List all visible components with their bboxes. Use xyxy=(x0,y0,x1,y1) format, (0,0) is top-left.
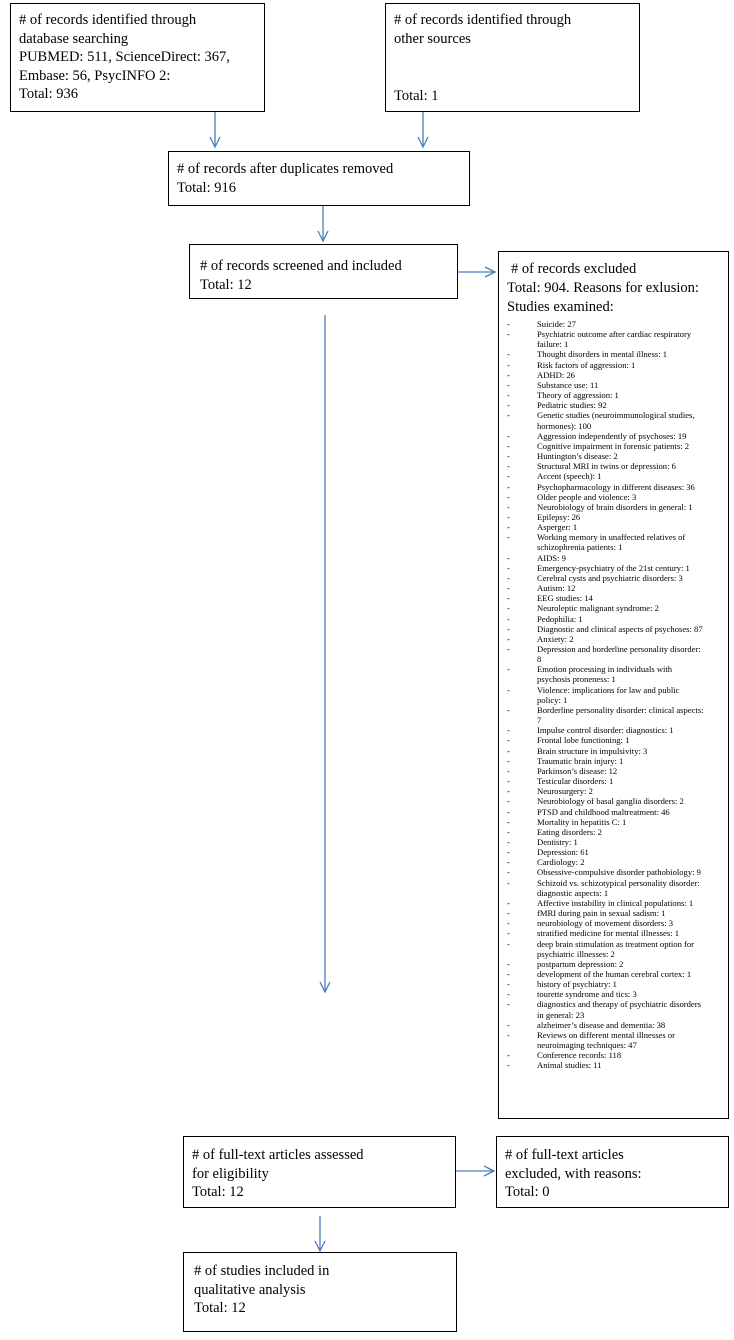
fulltext-excluded-total: Total: 0 xyxy=(505,1184,550,1200)
studies-included-box xyxy=(183,1252,457,1332)
list-dash: - xyxy=(507,349,510,360)
exclusion-reason-text: 8 xyxy=(537,654,542,665)
exclusion-reason-item xyxy=(507,857,728,867)
list-dash: - xyxy=(507,765,510,776)
exclusion-reason-item xyxy=(507,796,728,806)
exclusion-reason-text: Substance use: 11 xyxy=(537,379,599,390)
exclusion-reason-item xyxy=(507,360,728,370)
identified-database-line: PUBMED: 511, ScienceDirect: 367, xyxy=(19,49,230,65)
fulltext-assessed-total: Total: 12 xyxy=(192,1184,244,1200)
exclusion-reason-text: Pedophilia: 1 xyxy=(537,613,583,624)
list-dash: - xyxy=(507,461,510,472)
list-dash: - xyxy=(507,704,510,715)
list-dash: - xyxy=(507,319,510,329)
list-dash: - xyxy=(507,857,510,868)
fulltext-excluded-box xyxy=(496,1136,729,1208)
list-dash: - xyxy=(507,400,510,411)
exclusion-reason-text: Accent (speech): 1 xyxy=(537,471,602,482)
identified-other-box xyxy=(385,3,640,112)
exclusion-reason-item xyxy=(507,989,728,999)
exclusion-reason-text: Testicular disorders: 1 xyxy=(537,776,614,787)
exclusion-reason-text: EEG studies: 14 xyxy=(537,593,593,604)
exclusion-reason-text: Asperger: 1 xyxy=(537,522,578,533)
exclusion-reason-item xyxy=(507,563,728,573)
exclusion-reason-item xyxy=(507,370,728,380)
exclusion-reason-text: Psychiatric outcome after cardiac respiratory xyxy=(537,329,692,340)
studies-included-total: Total: 12 xyxy=(194,1300,246,1316)
records-excluded-subtitle: Total: 904. Reasons for exlusion: xyxy=(507,280,699,296)
list-dash: - xyxy=(507,511,510,522)
list-dash: - xyxy=(507,938,510,949)
exclusion-reason-text: Anxiety: 2 xyxy=(537,633,574,644)
identified-database-line: # of records identified through xyxy=(19,12,197,28)
exclusion-reason-text: stratified medicine for mental illnesses: 1 xyxy=(537,928,679,939)
exclusion-reason-item xyxy=(507,999,728,1019)
exclusion-reason-item xyxy=(507,400,728,410)
exclusion-reason-text: Emotion processing in individuals with xyxy=(537,664,673,675)
exclusion-reason-text: Aggression independently of psychoses: 19 xyxy=(537,430,687,441)
screened-box xyxy=(189,244,458,299)
list-dash: - xyxy=(507,481,510,492)
exclusion-reason-item xyxy=(507,867,728,877)
fulltext-excluded-line: # of full-text articles xyxy=(505,1147,624,1163)
exclusion-reason-text: Older people and violence: 3 xyxy=(537,491,637,502)
identified-database-box xyxy=(10,3,265,112)
list-dash: - xyxy=(507,379,510,390)
exclusion-reason-text: Depression and borderline personality disorder: xyxy=(537,644,701,654)
exclusion-reason-text: Huntington’s disease: 2 xyxy=(537,451,618,462)
exclusion-reason-item xyxy=(507,532,728,552)
list-dash: - xyxy=(507,755,510,766)
exclusion-reason-text: hormones): 100 xyxy=(537,420,592,431)
exclusion-reason-item xyxy=(507,1060,728,1070)
exclusion-reason-text: Neurobiology of brain disorders in general: 1 xyxy=(537,501,693,512)
exclusion-reason-text: failure: 1 xyxy=(537,339,569,350)
list-dash: - xyxy=(507,664,510,675)
exclusion-reason-item xyxy=(507,807,728,817)
exclusion-reason-text: tourette syndrome and tics: 3 xyxy=(537,989,637,1000)
list-dash: - xyxy=(507,593,510,604)
exclusion-reason-item xyxy=(507,349,728,359)
exclusion-reason-item xyxy=(507,878,728,898)
list-dash: - xyxy=(507,623,510,634)
exclusion-reason-text: postpartum depression: 2 xyxy=(537,958,624,969)
exclusion-reason-item xyxy=(507,1030,728,1050)
list-dash: - xyxy=(507,684,510,695)
exclusion-reason-text: Neurobiology of basal ganglia disorders: 2 xyxy=(537,796,684,807)
identified-other-line: other sources xyxy=(394,30,471,47)
list-dash: - xyxy=(507,826,510,837)
exclusion-reason-text: Neuroleptic malignant syndrome: 2 xyxy=(537,603,659,614)
screened-total: Total: 12 xyxy=(200,276,252,293)
exclusion-reason-item xyxy=(507,390,728,400)
identified-database-line: database searching xyxy=(19,30,129,47)
list-dash: - xyxy=(507,552,510,563)
list-dash: - xyxy=(507,329,510,340)
list-dash: - xyxy=(507,430,510,441)
exclusion-reason-item xyxy=(507,786,728,796)
exclusion-reason-text: Autism: 12 xyxy=(537,583,576,594)
identified-database-total: Total: 936 xyxy=(19,86,78,102)
identified-database-line: Embase: 56, PsycINFO 2: xyxy=(19,67,171,84)
list-dash: - xyxy=(507,491,510,502)
exclusion-reason-item xyxy=(507,776,728,786)
list-dash: - xyxy=(507,644,510,654)
exclusion-reason-text: Psychopharmacology in different diseases: 36 xyxy=(537,481,695,492)
studies-examined-heading: Studies examined: xyxy=(507,299,614,315)
exclusion-reason-text: AIDS: 9 xyxy=(537,552,566,563)
exclusion-reason-text: 7 xyxy=(537,715,542,726)
list-dash: - xyxy=(507,562,510,573)
exclusion-reason-item xyxy=(507,603,728,613)
list-dash: - xyxy=(507,918,510,929)
exclusion-reason-text: psychosis proneness: 1 xyxy=(537,674,616,685)
exclusion-reason-item xyxy=(507,512,728,522)
exclusion-reason-item xyxy=(507,410,728,430)
exclusion-reason-text: diagnostic aspects: 1 xyxy=(537,887,609,898)
exclusion-reason-text: Animal studies: 11 xyxy=(537,1060,602,1071)
screened-label: # of records screened and included xyxy=(200,258,402,274)
list-dash: - xyxy=(507,532,510,543)
exclusion-reason-text: Reviews on different mental illnesses or xyxy=(537,1029,676,1040)
exclusion-reason-item xyxy=(507,431,728,441)
list-dash: - xyxy=(507,1019,510,1030)
fulltext-assessed-line: for eligibility xyxy=(192,1165,269,1182)
records-excluded-box xyxy=(498,251,729,1119)
exclusion-reason-item xyxy=(507,725,728,735)
fulltext-assessed-box xyxy=(183,1136,456,1208)
exclusion-reason-text: Violence: implications for law and public xyxy=(537,684,680,695)
exclusion-reason-text: Cardiology: 2 xyxy=(537,857,585,868)
exclusion-reason-item xyxy=(507,482,728,492)
list-dash: - xyxy=(507,1060,510,1071)
exclusion-reason-item xyxy=(507,492,728,502)
exclusion-reason-text: diagnostics and therapy of psychiatric disorders xyxy=(537,999,701,1010)
exclusion-reason-item xyxy=(507,817,728,827)
exclusion-reason-text: Eating disorders: 2 xyxy=(537,826,602,837)
studies-included-line: # of studies included in xyxy=(194,1263,330,1279)
list-dash: - xyxy=(507,725,510,736)
list-dash: - xyxy=(507,369,510,380)
exclusion-reason-text: Dentistry: 1 xyxy=(537,836,578,847)
list-dash: - xyxy=(507,958,510,969)
list-dash: - xyxy=(507,613,510,624)
list-dash: - xyxy=(507,471,510,482)
exclusion-reason-text: Borderline personality disorder: clinical aspects: xyxy=(537,704,704,715)
list-dash: - xyxy=(507,989,510,1000)
exclusion-reason-text: neurobiology of movement disorders: 3 xyxy=(537,918,674,929)
exclusion-reason-item xyxy=(507,593,728,603)
exclusion-reason-item xyxy=(507,461,728,471)
exclusion-reason-text: Conference records: 118 xyxy=(537,1050,622,1061)
list-dash: - xyxy=(507,999,510,1010)
exclusion-reason-item xyxy=(507,979,728,989)
exclusion-reason-item xyxy=(507,756,728,766)
list-dash: - xyxy=(507,806,510,817)
exclusion-reason-text: alzheimer’s disease and dementia: 38 xyxy=(537,1019,666,1030)
exclusion-reason-item xyxy=(507,837,728,847)
exclusion-reason-item xyxy=(507,898,728,908)
exclusion-reason-text: Structural MRI in twins or depression: 6 xyxy=(537,461,676,472)
exclusion-reason-text: Traumatic brain injury: 1 xyxy=(537,755,624,766)
exclusion-reason-text: history of psychiatry: 1 xyxy=(537,979,617,990)
exclusion-reason-text: Epilepsy: 26 xyxy=(537,511,581,522)
list-dash: - xyxy=(507,359,510,370)
list-dash: - xyxy=(507,847,510,858)
exclusion-reason-item xyxy=(507,614,728,624)
exclusion-reason-text: Frontal lobe functioning: 1 xyxy=(537,735,630,746)
exclusion-reason-item xyxy=(507,329,728,349)
exclusion-reason-item xyxy=(507,908,728,918)
records-excluded-title: # of records excluded xyxy=(511,261,637,277)
list-dash: - xyxy=(507,410,510,421)
exclusion-reason-text: Suicide: 27 xyxy=(537,319,576,329)
list-dash: - xyxy=(507,501,510,512)
exclusion-reason-text: Pediatric studies: 92 xyxy=(537,400,607,411)
list-dash: - xyxy=(507,928,510,939)
list-dash: - xyxy=(507,969,510,979)
exclusion-reason-text: development of the human cerebral cortex: 1 xyxy=(537,969,692,979)
exclusion-reason-text: Risk factors of aggression: 1 xyxy=(537,359,636,370)
exclusion-reason-item xyxy=(507,827,728,837)
exclusion-reason-text: Impulse control disorder: diagnostics: 1 xyxy=(537,725,674,736)
exclusion-reason-text: in general: 23 xyxy=(537,1009,585,1020)
studies-included-line: qualitative analysis xyxy=(194,1281,306,1298)
exclusion-reason-item xyxy=(507,685,728,705)
list-dash: - xyxy=(507,440,510,451)
exclusion-reason-item xyxy=(507,1050,728,1060)
exclusion-reason-item xyxy=(507,471,728,481)
exclusion-reasons-list xyxy=(507,319,728,1071)
exclusion-reason-text: Brain structure in impulsivity: 3 xyxy=(537,745,648,756)
exclusion-reason-item xyxy=(507,644,728,664)
exclusion-reason-item xyxy=(507,502,728,512)
exclusion-reason-item xyxy=(507,1020,728,1030)
list-dash: - xyxy=(507,522,510,533)
exclusion-reason-item xyxy=(507,959,728,969)
list-dash: - xyxy=(507,583,510,594)
exclusion-reason-text: Emergency-psychiatry of the 21st century: 1 xyxy=(537,562,690,573)
exclusion-reason-text: Depression: 61 xyxy=(537,847,589,858)
exclusion-reason-text: Cognitive impairment in forensic patients: 2 xyxy=(537,440,690,451)
exclusion-reason-text: PTSD and childhood maltreatment: 46 xyxy=(537,806,670,817)
duplicates-removed-total: Total: 916 xyxy=(177,179,236,196)
list-dash: - xyxy=(507,877,510,888)
exclusion-reason-item xyxy=(507,746,728,756)
list-dash: - xyxy=(507,786,510,797)
list-dash: - xyxy=(507,796,510,807)
fulltext-assessed-line: # of full-text articles assessed xyxy=(192,1147,364,1163)
exclusion-reason-text: Schizoid vs. schizotypical personality disorder: xyxy=(537,877,700,888)
exclusion-reason-item xyxy=(507,441,728,451)
list-dash: - xyxy=(507,816,510,827)
exclusion-reason-text: schizophrenia patients: 1 xyxy=(537,542,623,553)
list-dash: - xyxy=(507,451,510,462)
exclusion-reason-item xyxy=(507,380,728,390)
list-dash: - xyxy=(507,1050,510,1061)
exclusion-reason-text: Cerebral cysts and psychiatric disorders: 3 xyxy=(537,572,683,583)
list-dash: - xyxy=(507,633,510,644)
exclusion-reason-item xyxy=(507,573,728,583)
exclusion-reason-text: psychiatric illnesses: 2 xyxy=(537,948,615,959)
list-dash: - xyxy=(507,390,510,401)
exclusion-reason-item xyxy=(507,319,728,329)
exclusion-reason-text: ADHD: 26 xyxy=(537,369,575,380)
list-dash: - xyxy=(507,897,510,908)
exclusion-reason-text: Neurosurgery: 2 xyxy=(537,786,593,797)
exclusion-reason-item xyxy=(507,735,728,745)
exclusion-reason-item xyxy=(507,847,728,857)
exclusion-reason-text: neuroimaging techniques: 47 xyxy=(537,1040,637,1051)
exclusion-reason-text: policy: 1 xyxy=(537,694,568,705)
list-dash: - xyxy=(507,776,510,787)
exclusion-reason-text: Thought disorders in mental illness: 1 xyxy=(537,349,668,360)
exclusion-reason-text: Affective instability in clinical populations: 1 xyxy=(537,897,694,908)
exclusion-reason-item xyxy=(507,451,728,461)
exclusion-reason-item xyxy=(507,939,728,959)
exclusion-reason-text: Theory of aggression: 1 xyxy=(537,390,619,401)
identified-other-total: Total: 1 xyxy=(394,88,439,104)
exclusion-reason-text: fMRI during pain in sexual sadism: 1 xyxy=(537,908,666,919)
list-dash: - xyxy=(507,735,510,746)
exclusion-reason-item xyxy=(507,918,728,928)
fulltext-excluded-line: excluded, with reasons: xyxy=(505,1165,642,1182)
exclusion-reason-text: Parkinson’s disease: 12 xyxy=(537,765,618,776)
exclusion-reason-item xyxy=(507,553,728,563)
exclusion-reason-item xyxy=(507,664,728,684)
list-dash: - xyxy=(507,908,510,919)
exclusion-reason-text: Diagnostic and clinical aspects of psychoses: 87 xyxy=(537,623,703,634)
duplicates-removed-label: # of records after duplicates removed xyxy=(177,161,394,177)
list-dash: - xyxy=(507,1029,510,1040)
exclusion-reason-item xyxy=(507,928,728,938)
list-dash: - xyxy=(507,572,510,583)
duplicates-removed-box xyxy=(168,151,470,206)
list-dash: - xyxy=(507,836,510,847)
list-dash: - xyxy=(507,745,510,756)
exclusion-reason-text: deep brain stimulation as treatment option for xyxy=(537,938,695,949)
list-dash: - xyxy=(507,603,510,614)
identified-other-line: # of records identified through xyxy=(394,12,572,28)
exclusion-reason-text: Working memory in unaffected relatives of xyxy=(537,532,686,543)
exclusion-reason-item xyxy=(507,634,728,644)
exclusion-reason-item xyxy=(507,624,728,634)
exclusion-reason-item xyxy=(507,766,728,776)
list-dash: - xyxy=(507,867,510,878)
exclusion-reason-text: Genetic studies (neuroimmunological studies, xyxy=(537,410,695,421)
exclusion-reason-text: Mortality in hepatitis C: 1 xyxy=(537,816,627,827)
exclusion-reason-text: Obsessive-compulsive disorder pathobiology: 9 xyxy=(537,867,701,878)
exclusion-reason-item xyxy=(507,522,728,532)
exclusion-reason-item xyxy=(507,583,728,593)
exclusion-reason-item xyxy=(507,705,728,725)
exclusion-reason-item xyxy=(507,969,728,979)
list-dash: - xyxy=(507,979,510,990)
